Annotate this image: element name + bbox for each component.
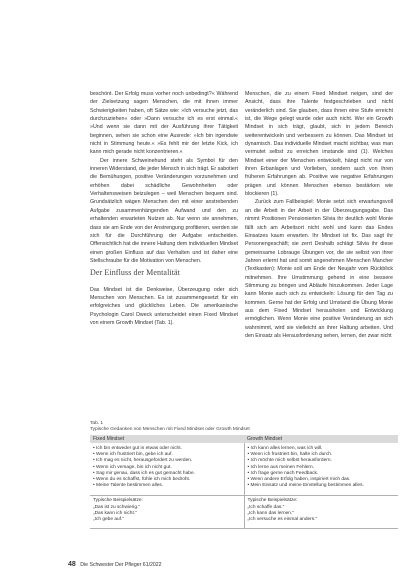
mindset-table-block bbox=[90, 421, 398, 529]
text-column-right bbox=[245, 90, 393, 340]
list-item: • Ich lerne aus meinen Fehlern. bbox=[247, 464, 314, 470]
table-row bbox=[90, 443, 398, 496]
list-item: • Sag mir genau, dass ich es gut gemacht habe. bbox=[93, 470, 195, 476]
paragraph: Zurück zum Fallbeispiel: Monie setzt sich erwartungsvoll an die Arbeit in der Arbeit in der Überzeugungsgabe. Das nimmt Positionen Pensionierten Silvia ihr deutlich wohl Monie fällt sich am Arbeitsort nicht wohl und kann das Endes Einsatzes kaum erwarten. Ihr Mindset ist fix. Das sagt ihr Personengeschäft; sie zerrt Deshalb schlägt Silvia ihr diese gemeinsame Lobrauge Übungen vor, die sie selbst von ihrer Jahren erlernt hat und somit angenehmen Menschen Mancher (Textkasten): Monie soll am Ende der Neujahr vom Rückblick mitnehmen. Ihre Umstimmung gehend in eine bessere Stimmung zu bringen und Abläufe hinzukommen. Jeder Lage kann Monie auch sich zu entwickeln: Lösung für den Tag zu kommen. Gerne hat der Erfolg und Umstand die Übung Monie aus dem Fixed Mindset herausholen und Entwicklung ermöglichen. Wenn Monie eine positive Veränderung an sich wahrnimmt, wird sie vielleicht an ihrer Haltung arbeiten. Und den Einsatz als Herausforderung sehen, lernen, der zwar nicht bbox=[245, 199, 393, 339]
table-caption: Typische Gedanken von Menschen mit Fixed Mindset oder Growth Mindset bbox=[90, 427, 250, 432]
list-item: • Meine Talente bestimmen alles. bbox=[93, 483, 164, 489]
examples-heading: Typische Beispielsätze: bbox=[93, 498, 143, 504]
growth-examples-cell bbox=[244, 496, 398, 529]
journal-name: Die Schwester Der Pfleger 61/2022 bbox=[80, 562, 162, 568]
page-number: 48 bbox=[68, 561, 76, 568]
fixed-examples-cell bbox=[90, 496, 244, 529]
example-sentence: „Das ist zu schwierig.“ bbox=[93, 504, 140, 510]
table-header-row bbox=[90, 435, 398, 443]
list-item: • Ich frage gerne nach Feedback. bbox=[247, 470, 319, 476]
header-fixed-mindset: Fixed Mindset bbox=[90, 435, 244, 443]
list-item: • Ich möchte mich selbst herausfordern. bbox=[247, 458, 332, 464]
page-footer bbox=[68, 561, 162, 568]
example-sentence: „Das kann ich nicht.“ bbox=[93, 510, 137, 516]
table-label: Tab. 1 bbox=[90, 421, 104, 426]
list-item: • Ich mag es nicht, herausgefordert zu werden. bbox=[93, 458, 193, 464]
text-column-left bbox=[90, 90, 238, 327]
header-growth-mindset: Growth Mindset bbox=[244, 435, 398, 443]
list-item: • Wenn ich frustriert bin, gebe ich auf. bbox=[93, 452, 173, 458]
example-sentence: „Ich schaffe das.“ bbox=[247, 504, 285, 510]
paragraph: Der innere Schweinehund steht als Symbol für den inneren Widerstand, die jeder Mensch in sich trägt. Er sabotiert die Bemühungen, positive Veränderungen vorzunehmen und erhöhen dabei schädliche Gewohnheiten oder Verhaltensweisen beizulegen – weil Menschen bequem sind. Grundsätzlich wägen Menschen den mit einer anstrebenden Aufgabe zusammenhängenden Aufwand und den zu erhaltenden erwarteten Nutzen ab. Nur wenn sie annehmen, dass sie am Ende von der Anstrengung profitieren, werden sie sich für die Durchführung der Aufgabe entscheiden. Offensichtlich hat die innere Haltung dem individuellen Mindset einen großen Einfluss auf das Verhalten und ist daher eine Stellschraube für die Motivation von Menschen. bbox=[90, 157, 238, 264]
paragraph: Das Mindset ist die Denkweise, Überzeugung oder sich Menschen von Menschen. Es ist zusammengesetzt für ein erfolgreiches und glückliches Leben. Die amerikanische Psychologin Carol Dweck unterscheidet einen Fixed Mindset von einem Growth Mindset (Tab. 1). bbox=[90, 286, 238, 326]
list-item: • Wenn andere Erfolg haben, inspiriert mich das. bbox=[247, 477, 351, 483]
growth-mindset-cell bbox=[244, 443, 398, 496]
list-item: • Ich bin entweder gut in etwas oder nicht. bbox=[93, 446, 182, 451]
section-heading: Der Einfluss der Mentalität bbox=[90, 268, 181, 278]
fixed-mindset-cell bbox=[90, 443, 244, 496]
list-item: • Mein Einsatz und meine Einstellung bestimmen alles. bbox=[247, 483, 364, 489]
list-item: • Wenn ich versage, bin ich nicht gut. bbox=[93, 464, 172, 470]
paragraph: Menschen, die zu einem Fixed Mindset neigen, sind der Ansicht, dass ihre Talente festgeschrieben und nicht veränderlich sind. Sie glauben, dass ihnen eine Stufe erreicht ist, die Wege gelegt wurde oder auch nicht. Wer ein Growth Mindset in sich trägt, glaubt, sich in jedem Bereich weiterentwickeln und verbessern zu können. Das Mindset ist dynamisch. Das individuelle Mindset macht sichtbar, was man vermutet selbst zu erreichen imstande sind (1). Welches Mindset einer der Menschen entwickelt, hängt nicht nur von ihren Erbanlagen und Vorlieben, sondern auch von ihren früheren Erfahrungen ab. Positive wie negative Erfahrungen prägen und können Menschen ebenso bestärken wie blockieren (1). bbox=[245, 91, 393, 198]
mindset-table bbox=[90, 435, 398, 529]
list-item: • Ich kann alles lernen, was ich will. bbox=[247, 446, 323, 451]
list-item: • Wenn ich frustriert bin, halte ich durch. bbox=[247, 452, 333, 458]
examples-heading: Typische Beispielsätze: bbox=[247, 498, 298, 504]
list-item: • Wenn du es schaffst, fühle ich mich bedroht. bbox=[93, 477, 191, 483]
example-sentence: „Ich versuche es einmal anders.“ bbox=[247, 517, 318, 523]
table-row bbox=[90, 496, 398, 529]
example-sentence: „Ich gebe auf.“ bbox=[93, 517, 124, 523]
example-sentence: „Ich kann das lernen.“ bbox=[247, 510, 294, 516]
paragraph: beschönt. Der Erfolg muss vorher noch unbedingt?« Während der Zielsetzung sagen Menschen, die mit ihnen immer Schwierigkeiten haben, oft Sätze wie: »Ich versuche jetzt, das durchzuziehen« oder »Dann versuche ich es erst einmal.« »Und wenn sie dann mit der Ausführung ihrer Tätigkeit beginnen, sehen sie schon eine Ausrede: »Ich bin irgendwie nicht in Stimmung heute.« »Es fehlt mir der letzte Kick, ich kann mich gerade nicht konzentrieren.« bbox=[90, 91, 238, 156]
